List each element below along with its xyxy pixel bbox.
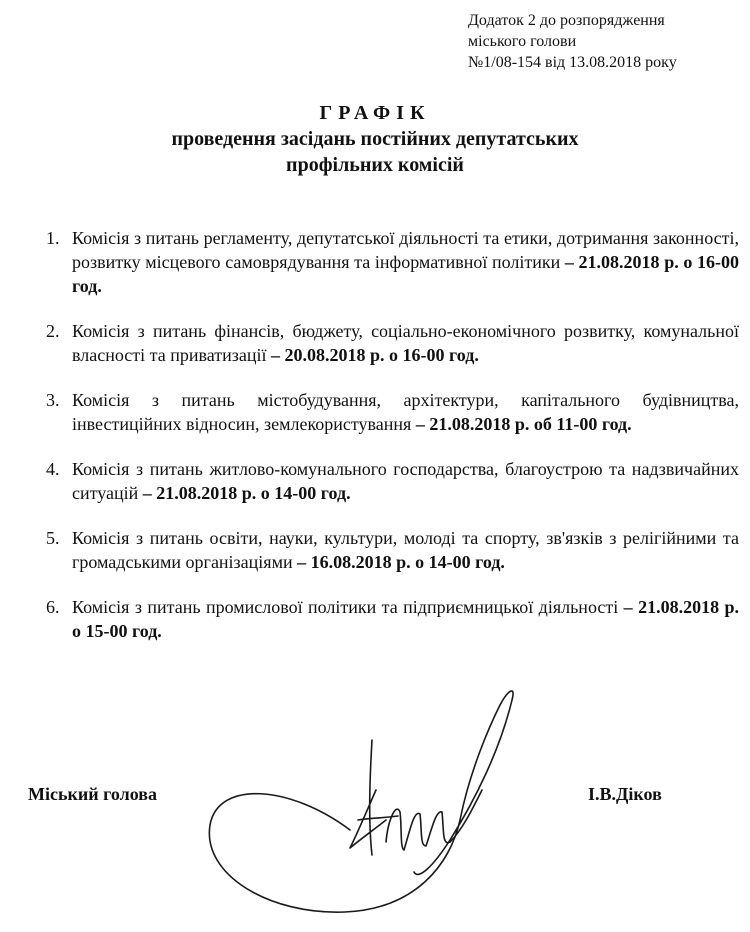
item-text: Комісія з питань промислової політики та підприємницької діяльності <box>72 597 624 617</box>
item-number: 4. <box>46 459 60 479</box>
item-date: – 21.08.2018 р. о 15-00 год. <box>72 597 739 641</box>
item-number: 5. <box>46 528 60 548</box>
item-text: Комісія з питань освіти, науки, культури, молоді та спорту, зв'язків з релігійними та громадськими організаціями <box>72 528 739 572</box>
item-text: Комісія з питань житлово-комунального господарства, благоустрою та надзвичайних ситуацій <box>72 459 739 503</box>
item-date: – 21.08.2018 р. о 16-00 год. <box>72 252 739 296</box>
item-number: 2. <box>46 321 60 341</box>
commission-list <box>46 226 739 643</box>
item-number: 1. <box>46 228 60 248</box>
document-heading <box>0 100 750 178</box>
annex-line-1: Додаток 2 до розпорядження <box>468 12 665 29</box>
list-item <box>46 595 739 643</box>
item-date: – 21.08.2018 р. об 11-00 год. <box>415 414 632 434</box>
item-date: – 21.08.2018 р. о 14-00 год. <box>142 483 351 503</box>
item-number: 6. <box>46 597 60 617</box>
document-title: ГРАФІК <box>319 102 431 124</box>
item-date: – 16.08.2018 р. о 14-00 год. <box>297 552 505 572</box>
signatory-position: Міський голова <box>28 784 157 804</box>
list-item <box>46 457 739 505</box>
item-text: Комісія з питань фінансів, бюджету, соціально-економічного розвитку, комунальної власності та приватизації <box>72 321 739 365</box>
item-number: 3. <box>46 390 60 410</box>
item-date: – 20.08.2018 р. о 16-00 год. <box>271 345 479 365</box>
document-subtitle-line-2: профільних комісій <box>286 154 464 176</box>
list-item <box>46 319 739 367</box>
signatory-name: І.В.Діков <box>588 784 662 804</box>
item-text: Комісія з питань регламенту, депутатської діяльності та етики, дотримання законності, розвитку місцевого самоврядування та інформативної політики <box>72 228 739 272</box>
annex-line-3: №1/08-154 від 13.08.2018 року <box>468 54 677 71</box>
item-text: Комісія з питань містобудування, архітектури, капітального будівництва, інвестиційних відносин, землекористування <box>72 390 739 434</box>
document-subtitle-line-1: проведення засідань постійних депутатських <box>171 128 579 150</box>
list-item <box>46 526 739 574</box>
annex-line-2: міського голови <box>468 33 577 50</box>
list-item <box>46 226 739 298</box>
annex-note <box>468 10 738 73</box>
list-item <box>46 388 739 436</box>
handwritten-signature <box>200 680 520 925</box>
